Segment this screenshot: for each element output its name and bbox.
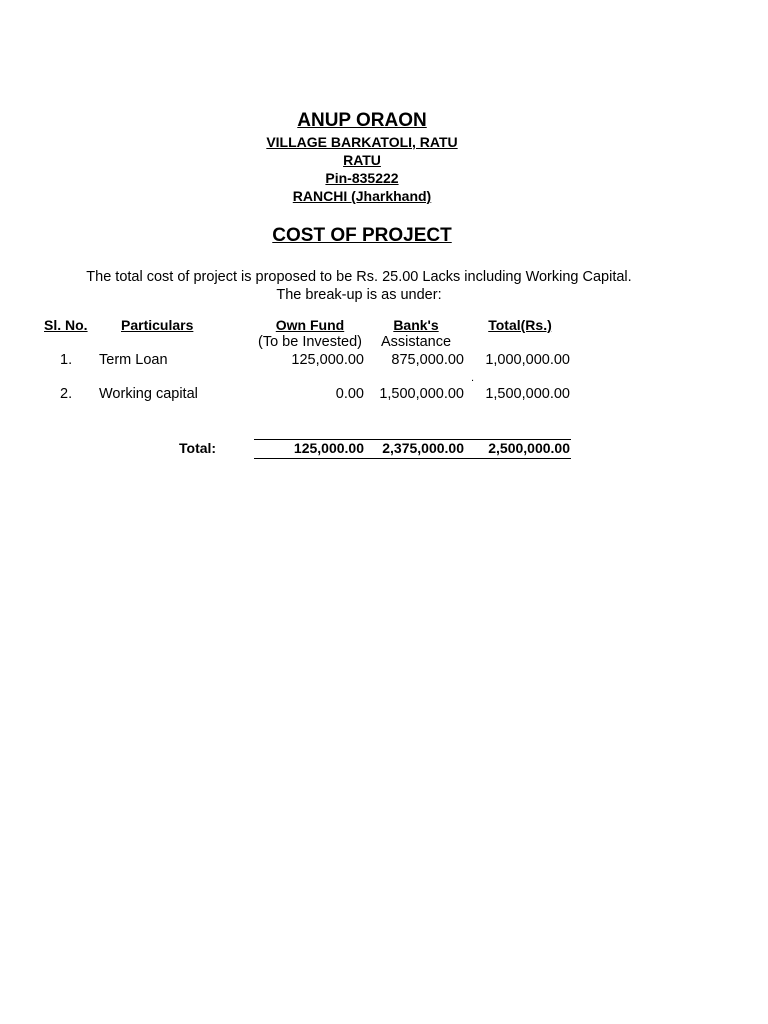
row-sl-no: 1. xyxy=(60,352,73,368)
intro-line-1: The total cost of project is proposed to be Rs. 25.00 Lacks including Working Capital. xyxy=(86,269,632,285)
column-header-total: Total(Rs.) xyxy=(488,317,552,333)
city-state: RANCHI (Jharkhand) xyxy=(292,188,432,204)
stray-mark: . xyxy=(471,372,475,384)
address-line-2: RATU xyxy=(343,152,381,168)
column-header-banks: Bank's xyxy=(393,317,439,333)
totals-label: Total: xyxy=(179,440,217,456)
totals-total: 2,500,000.00 xyxy=(488,440,570,456)
column-header-particulars: Particulars xyxy=(121,317,194,333)
page-title: COST OF PROJECT xyxy=(272,225,452,246)
row-total: 1,000,000.00 xyxy=(485,352,570,368)
row-banks: 1,500,000.00 xyxy=(379,386,464,402)
totals-bottom-rule xyxy=(254,458,571,459)
pin-code: Pin-835222 xyxy=(325,170,399,186)
totals-banks: 2,375,000.00 xyxy=(382,440,464,456)
row-own-fund: 0.00 xyxy=(335,386,364,402)
row-own-fund: 125,000.00 xyxy=(291,352,364,368)
row-particular: Working capital xyxy=(99,386,198,402)
column-header-sl-no: Sl. No. xyxy=(44,317,88,333)
row-total: 1,500,000.00 xyxy=(485,386,570,402)
row-sl-no: 2. xyxy=(60,386,73,402)
column-subheader-own-fund: (To be Invested) xyxy=(258,334,362,350)
row-banks: 875,000.00 xyxy=(391,352,464,368)
address-line-1: VILLAGE BARKATOLI, RATU xyxy=(266,134,458,150)
column-header-own-fund: Own Fund xyxy=(275,317,345,333)
totals-own-fund: 125,000.00 xyxy=(293,440,364,456)
row-particular: Term Loan xyxy=(99,352,168,368)
intro-line-2: The break-up is as under: xyxy=(276,287,442,303)
column-subheader-banks: Assistance xyxy=(380,334,452,350)
applicant-name: ANUP ORAON xyxy=(297,110,427,131)
